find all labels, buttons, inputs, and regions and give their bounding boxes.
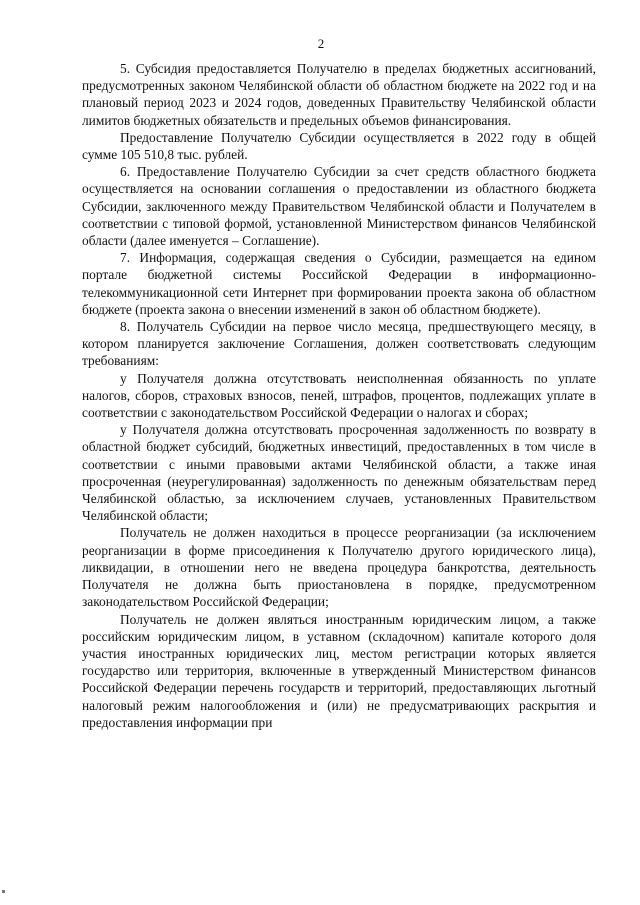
paragraph-6: 6. Предоставление Получателю Субсидии за счет средств областного бюджета осуществляется на основании соглашения о предоставлении из областного бюджета Субсидии, заключенного между Правительством Челябинской области и Получателем в соответствии с типовой формой, установленной Министерством финансов Челябинской области (далее именуется – Соглашение). [82, 164, 596, 249]
requirement-reorganization: Получатель не должен находиться в процессе реорганизации (за исключением реорганизации в форме присоединения к Получателю другого юридического лица), ликвидации, в отношении него не введена процедура банкротства, деятельность Получателя не должна быть приостановлена в порядке, предусмотренном законодательством Российской Федерации; [82, 525, 596, 610]
requirement-foreign-entity: Получатель не должен являться иностранным юридическим лицом, а также российским юридическим лицом, в уставном (складочном) капитале которого доля участия иностранных юридических лиц, местом регистрации которых является государство или территория, включенные в утвержденный Министерством финансов Российской Федерации перечень государств и территорий, предоставляющих льготный налоговый режим налогообложения и (или) не предусматривающих раскрытия и предоставления информации при [82, 611, 596, 730]
page-number: 2 [317, 36, 325, 51]
paragraph-5: 5. Субсидия предоставляется Получателю в пределах бюджетных ассигнований, предусмотренных законом Челябинской области об областном бюджете на 2022 год и на плановый период 2023 и 2024 годов, доведенных Правительству Челябинской области лимитов бюджетных обязательств и предельных объемов финансирования. [82, 61, 596, 128]
requirement-taxes: у Получателя должна отсутствовать неисполненная обязанность по уплате налогов, сборов, страховых взносов, пеней, штрафов, процентов, подлежащих уплате в соответствии с законодательством Российской Федерации о налогах и сборах; [82, 370, 596, 421]
scan-mark [2, 890, 5, 893]
requirement-debt: у Получателя должна отсутствовать просроченная задолженность по возврату в областной бюджет субсидий, бюджетных инвестиций, предоставленных в том числе в соответствии с иными правовыми актами Челябинской области, а также иная просроченная (неурегулированная) задолженность по денежным обязательствам перед Челябинской областью, за исключением случаев, установленных Правительством Челябинской области; [82, 422, 596, 524]
paragraph-8: 8. Получатель Субсидии на первое число месяца, предшествующего месяцу, в котором планируется заключение Соглашения, должен соответствовать следующим требованиям: [82, 319, 596, 369]
paragraph-5-amount: Предоставление Получателю Субсидии осуществляется в 2022 году в общей сумме 105 510,8 тыс. рублей. [82, 129, 596, 163]
paragraph-7: 7. Информация, содержащая сведения о Субсидии, размещается на едином портале бюджетной системы Российской Федерации в информационно-телекоммуникационной сети Интернет при формировании проекта закона об областном бюджете (проекта закона о внесении изменений в закон об областном бюджете). [82, 250, 596, 317]
